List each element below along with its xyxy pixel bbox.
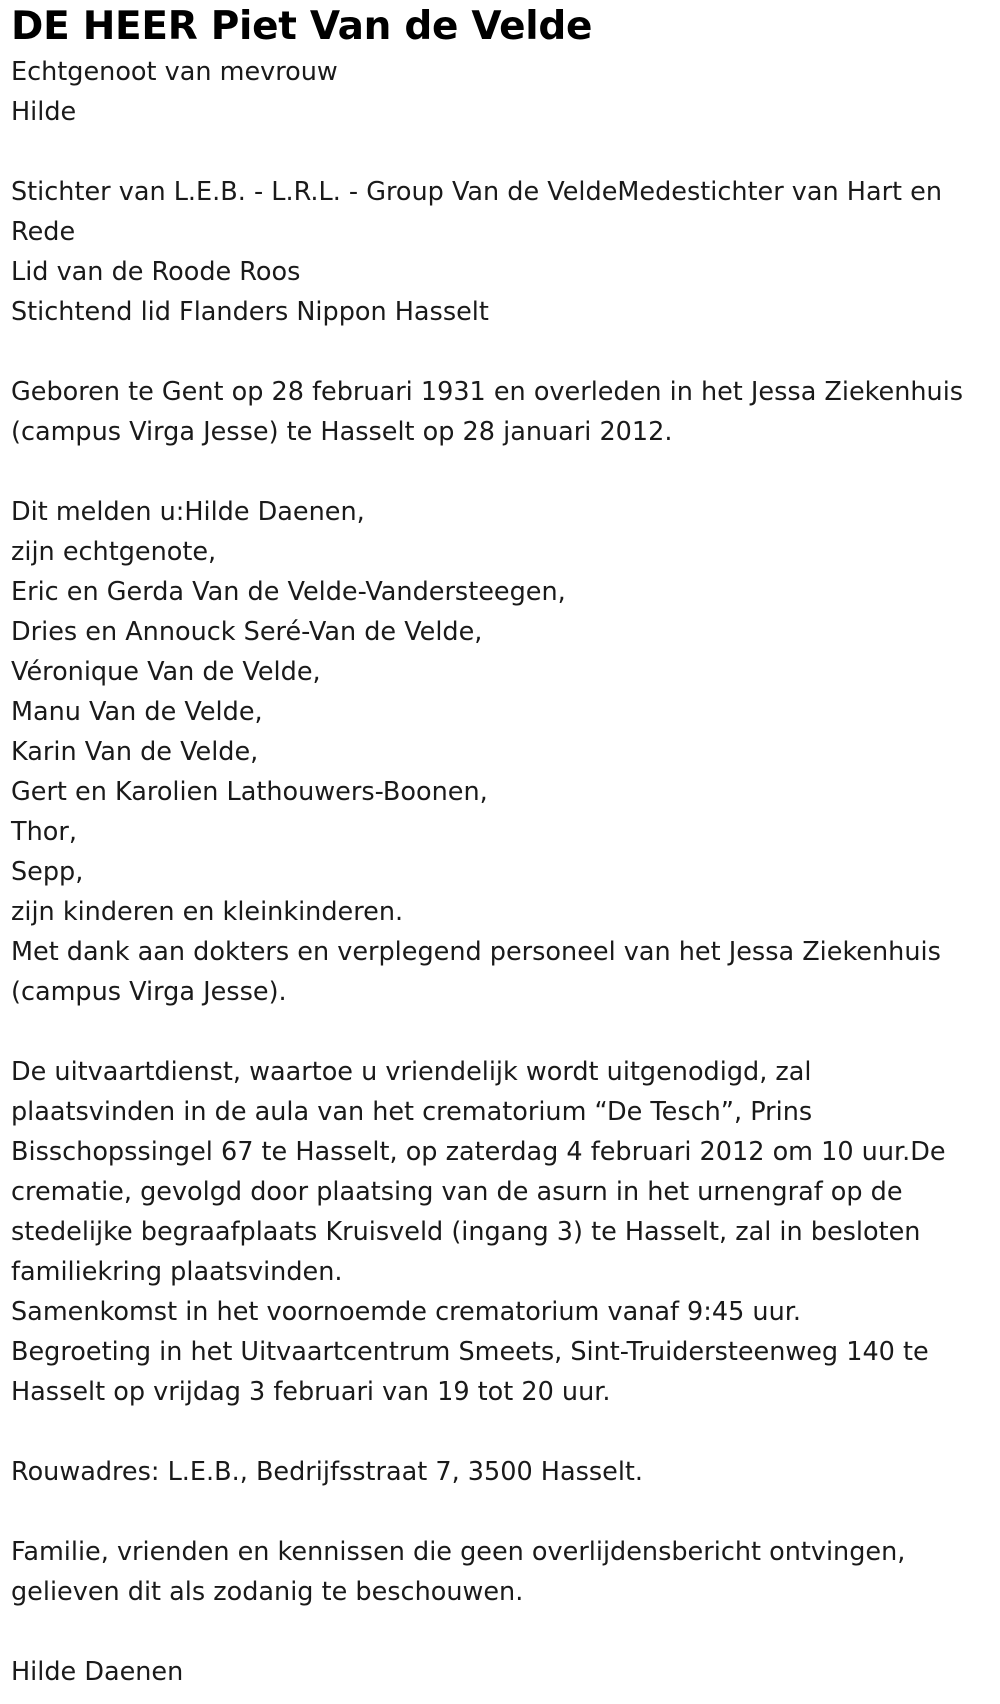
text-line: stedelijke begraafplaats Kruisveld (ingang 3) te Hasselt, zal in besloten <box>11 1217 921 1247</box>
funeral-paragraph <box>11 1052 1000 1412</box>
text-line: Begroeting in het Uitvaartcentrum Smeets, Sint-Truidersteenweg 140 te <box>11 1337 929 1367</box>
text-line: zijn echtgenote, <box>11 537 217 567</box>
text-line: Rede <box>11 217 76 247</box>
text-line: Gert en Karolien Lathouwers-Boonen, <box>11 777 488 807</box>
text-line: Rouwadres: L.E.B., Bedrijfsstraat 7, 3500 Hasselt. <box>11 1457 644 1487</box>
text-line: (campus Virga Jesse). <box>11 977 287 1007</box>
text-line: zijn kinderen en kleinkinderen. <box>11 897 404 927</box>
family-paragraph <box>11 492 1000 1012</box>
functions-paragraph <box>11 172 1000 332</box>
text-line: plaatsvinden in de aula van het crematorium “De Tesch”, Prins <box>11 1097 813 1127</box>
text-line: Hasselt op vrijdag 3 februari van 19 tot 20 uur. <box>11 1377 611 1407</box>
text-line: Geboren te Gent op 28 februari 1931 en overleden in het Jessa Ziekenhuis <box>11 377 964 407</box>
paragraph-gap <box>11 332 1000 372</box>
text-line: Eric en Gerda Van de Velde-Vandersteegen, <box>11 577 566 607</box>
address-paragraph <box>11 1452 1000 1492</box>
text-line: (campus Virga Jesse) te Hasselt op 28 januari 2012. <box>11 417 673 447</box>
paragraph-gap <box>11 1012 1000 1052</box>
text-line: Dit melden u:Hilde Daenen, <box>11 497 365 527</box>
paragraph-gap <box>11 132 1000 172</box>
text-line: Véronique Van de Velde, <box>11 657 321 687</box>
paragraph-gap <box>11 1412 1000 1452</box>
text-line: gelieven dit als zodanig te beschouwen. <box>11 1577 524 1607</box>
text-line: Thor, <box>11 817 77 847</box>
text-line: Bisschopssingel 67 te Hasselt, op zaterdag 4 februari 2012 om 10 uur.De <box>11 1137 946 1167</box>
text-line: Sepp, <box>11 857 84 887</box>
notice-paragraph <box>11 1532 1000 1612</box>
text-line: crematie, gevolgd door plaatsing van de asurn in het urnengraf op de <box>11 1177 903 1207</box>
spouse-paragraph <box>11 52 1000 132</box>
text-line: Familie, vrienden en kennissen die geen overlijdensbericht ontvingen, <box>11 1537 906 1567</box>
text-line: Echtgenoot van mevrouw <box>11 57 338 87</box>
page-title: DE HEER Piet Van de Velde <box>11 4 593 49</box>
text-line: Dries en Annouck Seré-Van de Velde, <box>11 617 483 647</box>
text-line: De uitvaartdienst, waartoe u vriendelijk wordt uitgenodigd, zal <box>11 1057 812 1087</box>
text-line: familiekring plaatsvinden. <box>11 1257 343 1287</box>
text-line: Samenkomst in het voornoemde crematorium vanaf 9:45 uur. <box>11 1297 802 1327</box>
text-line: Hilde Daenen <box>11 1657 184 1687</box>
text-line: Met dank aan dokters en verplegend personeel van het Jessa Ziekenhuis <box>11 937 941 967</box>
birth-death-paragraph <box>11 372 1000 452</box>
paragraph-gap <box>11 1612 1000 1652</box>
text-line: Hilde <box>11 97 77 127</box>
obituary-body <box>11 52 1000 1692</box>
text-line: Karin Van de Velde, <box>11 737 259 767</box>
signature-paragraph <box>11 1652 1000 1692</box>
text-line: Manu Van de Velde, <box>11 697 263 727</box>
text-line: Stichtend lid Flanders Nippon Hasselt <box>11 297 489 327</box>
paragraph-gap <box>11 1492 1000 1532</box>
text-line: Lid van de Roode Roos <box>11 257 301 287</box>
paragraph-gap <box>11 452 1000 492</box>
text-line: Stichter van L.E.B. - L.R.L. - Group Van de VeldeMedestichter van Hart en <box>11 177 943 207</box>
